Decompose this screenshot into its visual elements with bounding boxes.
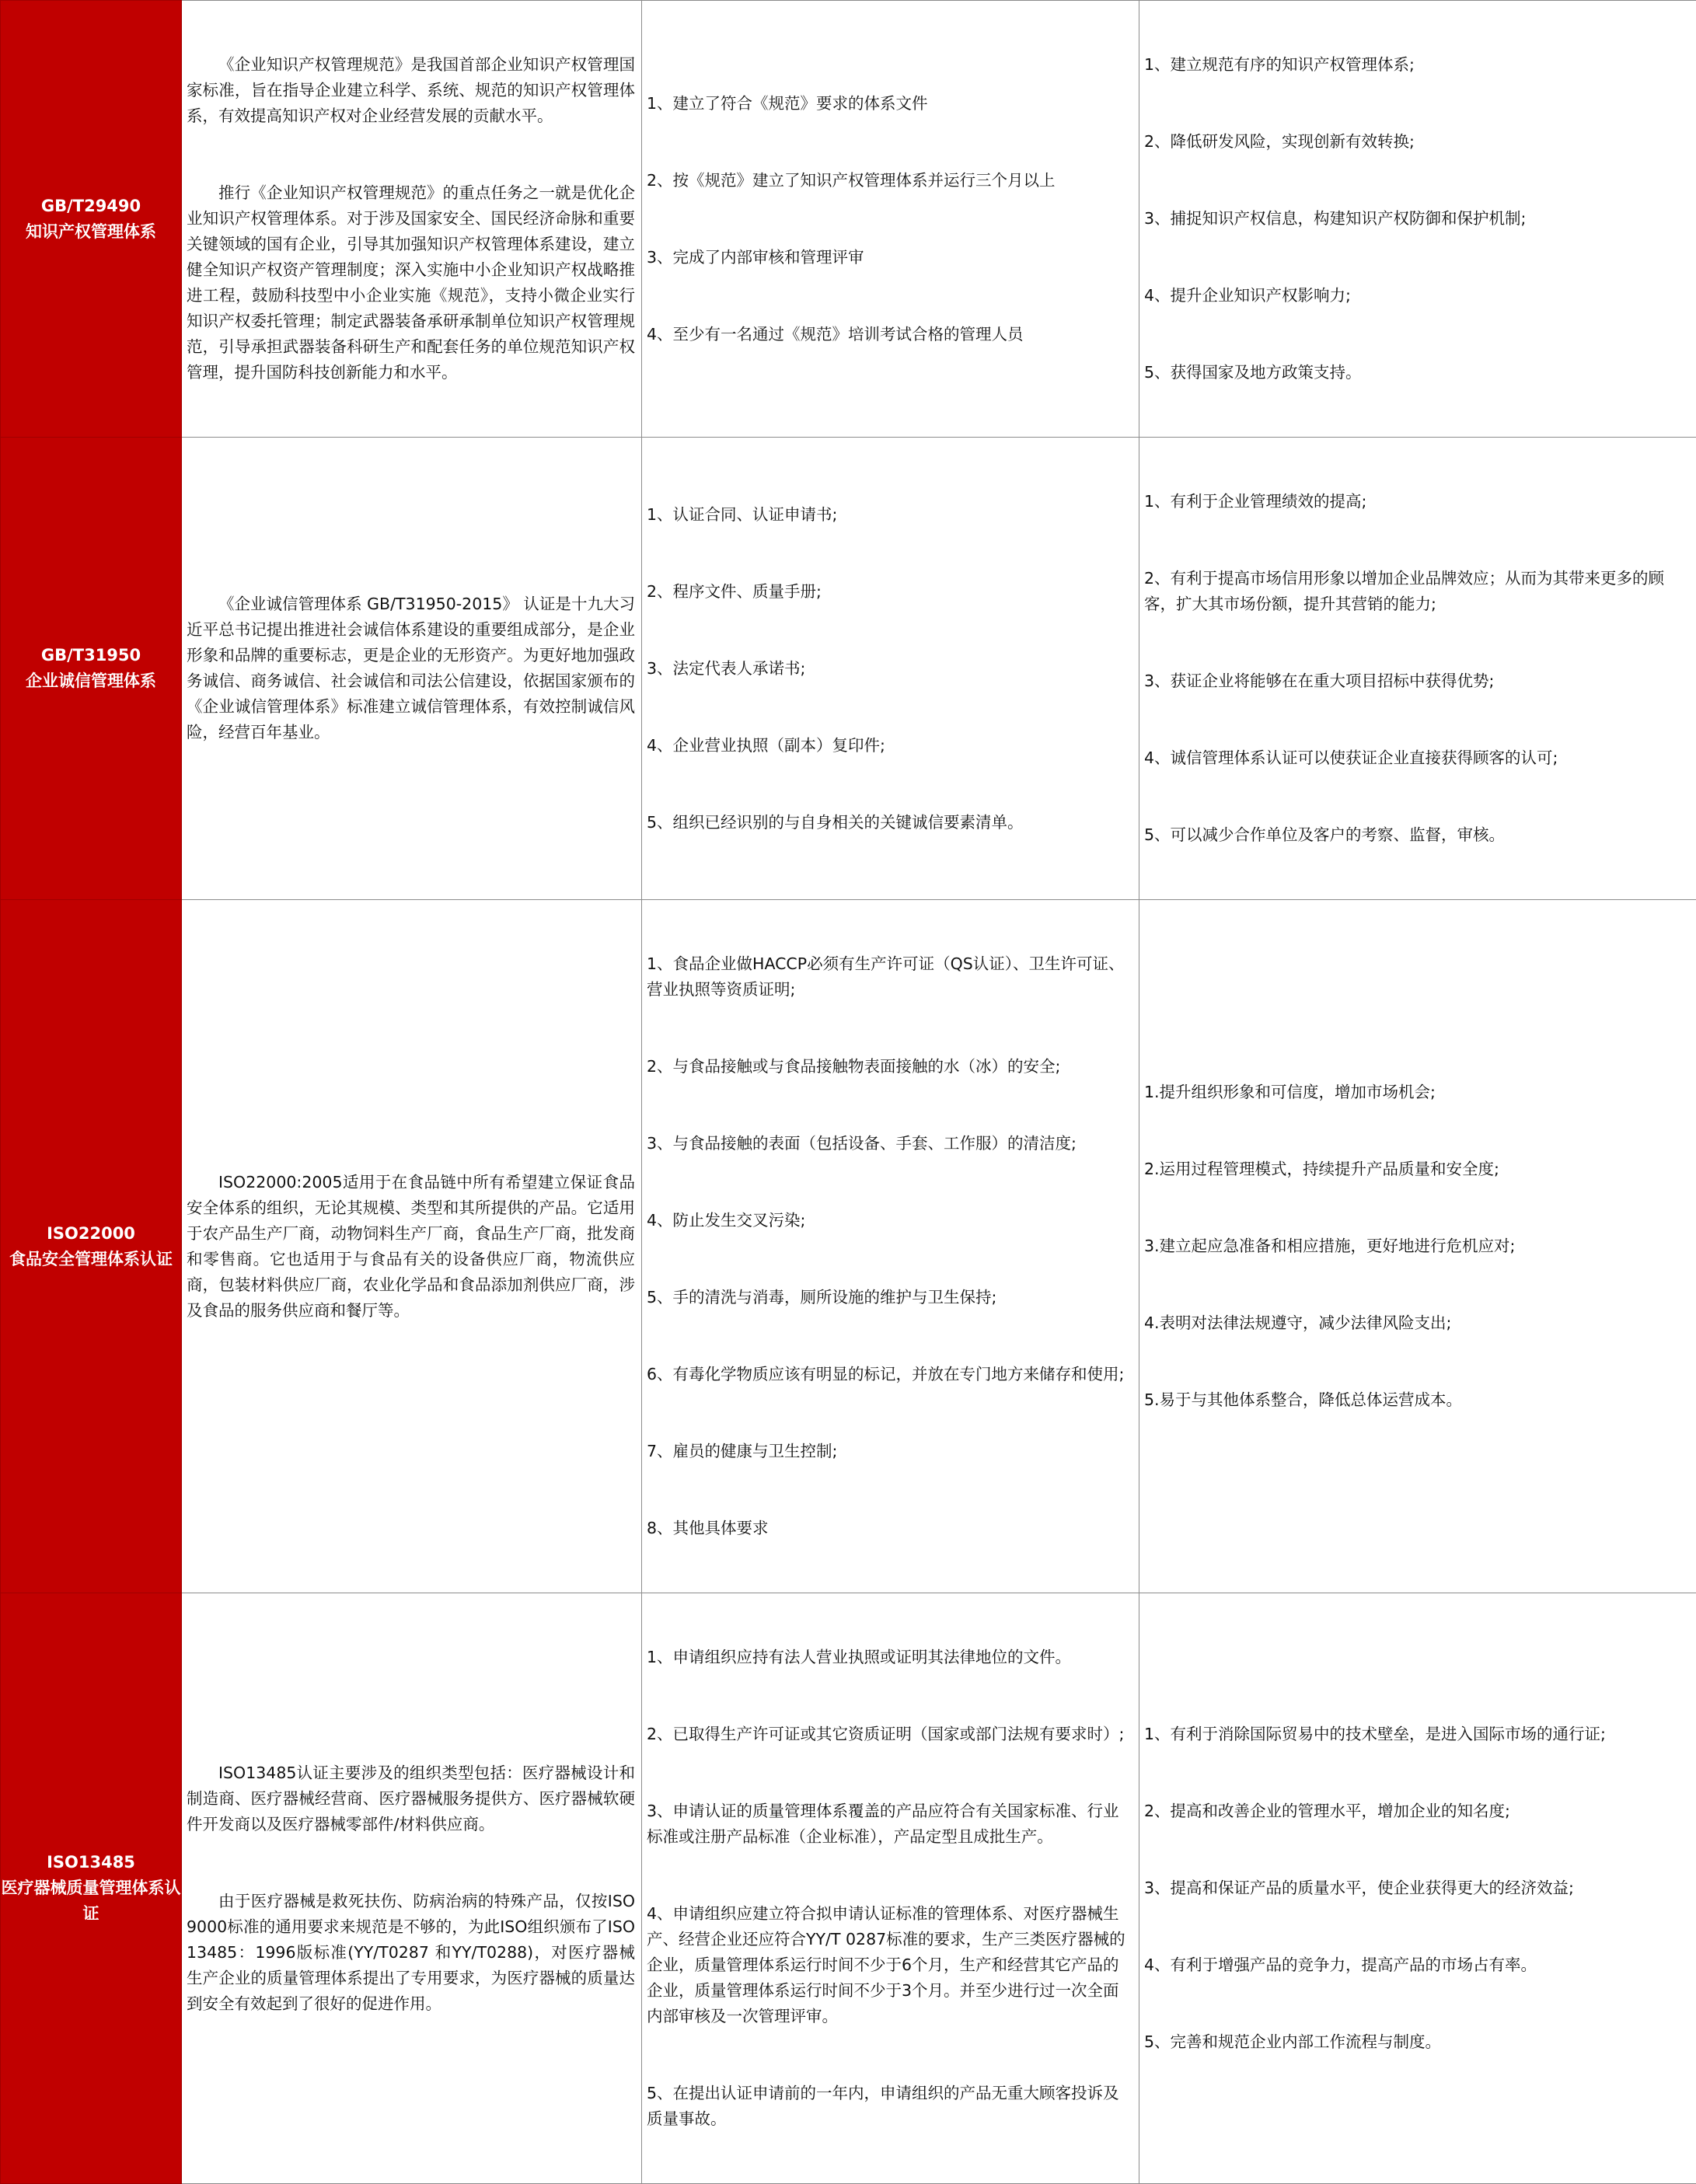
requirement-item: 2、已取得生产许可证或其它资质证明（国家或部门法规有要求时）; [647, 1722, 1132, 1747]
requirement-item: 7、雇员的健康与卫生控制; [647, 1439, 1132, 1464]
table-row [1, 438, 1696, 900]
requirement-item: 3、法定代表人承诺书; [647, 656, 1132, 682]
benefits-cell [1139, 438, 1696, 900]
benefit-item: 2、提高和改善企业的管理水平，增加企业的知名度; [1144, 1798, 1690, 1824]
certification-title: 食品安全管理体系认证 [1, 1247, 181, 1272]
requirement-item: 2、与食品接触或与食品接触物表面接触的水（冰）的安全; [647, 1054, 1132, 1080]
benefit-item: 1.提升组织形象和可信度，增加市场机会; [1144, 1080, 1690, 1105]
benefit-item: 2、有利于提高市场信用形象以增加企业品牌效应；从而为其带来更多的顾客，扩大其市场份额，提升其营销的能力; [1144, 566, 1690, 617]
certification-code: GB/T31950 [1, 643, 181, 668]
description-paragraph: ISO13485认证主要涉及的组织类型包括：医疗器械设计和制造商、医疗器械经营商、医疗器械服务提供方、医疗器械软硬件开发商以及医疗器械零部件/材料供应商。 [187, 1760, 635, 1837]
requirements-cell [642, 900, 1139, 1593]
requirements-cell [642, 1, 1139, 438]
requirements-cell [642, 438, 1139, 900]
benefits-cell [1139, 1593, 1696, 2184]
benefit-item: 5、完善和规范企业内部工作流程与制度。 [1144, 2029, 1690, 2055]
benefit-item: 2、降低研发风险，实现创新有效转换; [1144, 129, 1690, 155]
benefit-item: 3、捕捉知识产权信息，构建知识产权防御和保护机制; [1144, 206, 1690, 232]
description-paragraph: 《企业知识产权管理规范》是我国首部企业知识产权管理国家标准，旨在指导企业建立科学、系统、规范的知识产权管理体系，有效提高知识产权对企业经营发展的贡献水平。 [187, 52, 635, 129]
requirement-item: 4、申请组织应建立符合拟申请认证标准的管理体系、对医疗器械生产、经营企业还应符合YY/T 0287标准的要求，生产三类医疗器械的企业，质量管理体系运行时间不少于6个月，生产和经营其它产品的企业，质量管理体系运行时间不少于3个月。并至少进行过一次全面内部审核及一次管理评审。 [647, 1901, 1132, 2029]
benefit-item: 4、诚信管理体系认证可以使获证企业直接获得顾客的认可; [1144, 745, 1690, 771]
requirement-item: 6、有毒化学物质应该有明显的标记，并放在专门地方来储存和使用; [647, 1362, 1132, 1387]
description-cell [182, 900, 642, 1593]
requirement-item: 3、与食品接触的表面（包括设备、手套、工作服）的清洁度; [647, 1131, 1132, 1157]
requirement-item: 1、认证合同、认证申请书; [647, 502, 1132, 528]
requirement-item: 3、申请认证的质量管理体系覆盖的产品应符合有关国家标准、行业标准或注册产品标准（企业标准），产品定型且成批生产。 [647, 1798, 1132, 1850]
benefits-cell [1139, 1, 1696, 438]
benefits-cell [1139, 900, 1696, 1593]
description-paragraph: 推行《企业知识产权管理规范》的重点任务之一就是优化企业知识产权管理体系。对于涉及国家安全、国民经济命脉和重要关键领域的国有企业，引导其加强知识产权管理体系建设，建立健全知识产权资产管理制度；深入实施中小企业知识产权战略推进工程，鼓励科技型中小企业实施《规范》，支持小微企业实行知识产权委托管理；制定武器装备承研承制单位知识产权管理规范，引导承担武器装备科研生产和配套任务的单位规范知识产权管理，提升国防科技创新能力和水平。 [187, 180, 635, 386]
benefit-item: 3、提高和保证产品的质量水平，使企业获得更大的经济效益; [1144, 1875, 1690, 1901]
requirement-item: 2、程序文件、质量手册; [647, 579, 1132, 605]
certification-code: GB/T29490 [1, 194, 181, 219]
requirement-item: 8、其他具体要求 [647, 1516, 1132, 1541]
certification-code: ISO13485 [1, 1850, 181, 1875]
requirement-item: 2、按《规范》建立了知识产权管理体系并运行三个月以上 [647, 168, 1132, 194]
certification-title: 医疗器械质量管理体系认证 [1, 1875, 181, 1927]
certification-code: ISO22000 [1, 1221, 181, 1247]
requirement-item: 1、建立了符合《规范》要求的体系文件 [647, 91, 1132, 117]
description-cell [182, 1, 642, 438]
requirement-item: 5、在提出认证申请前的一年内，申请组织的产品无重大顾客投诉及质量事故。 [647, 2081, 1132, 2132]
benefit-item: 5、获得国家及地方政策支持。 [1144, 360, 1690, 386]
benefit-item: 1、有利于企业管理绩效的提高; [1144, 489, 1690, 515]
benefit-item: 3.建立起应急准备和相应措施，更好地进行危机应对; [1144, 1233, 1690, 1259]
requirement-item: 4、企业营业执照（副本）复印件; [647, 733, 1132, 759]
certification-name-cell [1, 438, 182, 900]
requirement-item: 5、组织已经识别的与自身相关的关键诚信要素清单。 [647, 810, 1132, 836]
benefit-item: 4、有利于增强产品的竞争力，提高产品的市场占有率。 [1144, 1952, 1690, 1978]
description-cell [182, 438, 642, 900]
table-row [1, 1593, 1696, 2184]
requirement-item: 4、至少有一名通过《规范》培训考试合格的管理人员 [647, 322, 1132, 347]
benefit-item: 3、获证企业将能够在在重大项目招标中获得优势; [1144, 668, 1690, 694]
benefit-item: 1、有利于消除国际贸易中的技术壁垒，是进入国际市场的通行证; [1144, 1722, 1690, 1747]
table-row [1, 1, 1696, 438]
description-cell [182, 1593, 642, 2184]
description-paragraph: 由于医疗器械是救死扶伤、防病治病的特殊产品，仅按ISO9000标准的通用要求来规范是不够的，为此ISO组织颁布了ISO13485：1996版标准(YY/T0287 和YY/T0288)，对医疗器械生产企业的质量管理体系提出了专用要求，为医疗器械的质量达到安全有效起到了很好的促进作用。 [187, 1889, 635, 2017]
certification-title: 知识产权管理体系 [1, 219, 181, 245]
table-row [1, 900, 1696, 1593]
description-paragraph: ISO22000:2005适用于在食品链中所有希望建立保证食品安全体系的组织，无论其规模、类型和其所提供的产品。它适用于农产品生产厂商，动物饲料生产厂商，食品生产厂商，批发商和零售商。它也适用于与食品有关的设备供应厂商，物流供应商，包装材料供应厂商，农业化学品和食品添加剂供应厂商，涉及食品的服务供应商和餐厅等。 [187, 1170, 635, 1324]
description-paragraph: 《企业诚信管理体系 GB/T31950-2015》 认证是十九大习近平总书记提出推进社会诚信体系建设的重要组成部分，是企业形象和品牌的重要标志，更是企业的无形资产。为更好地加强政务诚信、商务诚信、社会诚信和司法公信建设，依据国家颁布的《企业诚信管理体系》标准建立诚信管理体系，有效控制诚信风险，经营百年基业。 [187, 591, 635, 745]
benefit-item: 4.表明对法律法规遵守，减少法律风险支出; [1144, 1310, 1690, 1336]
requirement-item: 1、申请组织应持有法人营业执照或证明其法律地位的文件。 [647, 1645, 1132, 1670]
certification-name-cell [1, 1593, 182, 2184]
certification-name-cell [1, 900, 182, 1593]
requirement-item: 4、防止发生交叉污染; [647, 1208, 1132, 1233]
benefit-item: 4、提升企业知识产权影响力; [1144, 283, 1690, 309]
certification-title: 企业诚信管理体系 [1, 668, 181, 694]
requirement-item: 1、食品企业做HACCP必须有生产许可证（QS认证）、卫生许可证、营业执照等资质证明; [647, 951, 1132, 1003]
benefit-item: 2.运用过程管理模式，持续提升产品质量和安全度; [1144, 1157, 1690, 1182]
requirements-cell [642, 1593, 1139, 2184]
benefit-item: 1、建立规范有序的知识产权管理体系; [1144, 52, 1690, 78]
requirement-item: 3、完成了内部审核和管理评审 [647, 245, 1132, 270]
benefit-item: 5、可以减少合作单位及客户的考察、监督，审核。 [1144, 822, 1690, 848]
requirement-item: 5、手的清洗与消毒，厕所设施的维护与卫生保持; [647, 1285, 1132, 1310]
benefit-item: 5.易于与其他体系整合，降低总体运营成本。 [1144, 1387, 1690, 1413]
certification-name-cell [1, 1, 182, 438]
